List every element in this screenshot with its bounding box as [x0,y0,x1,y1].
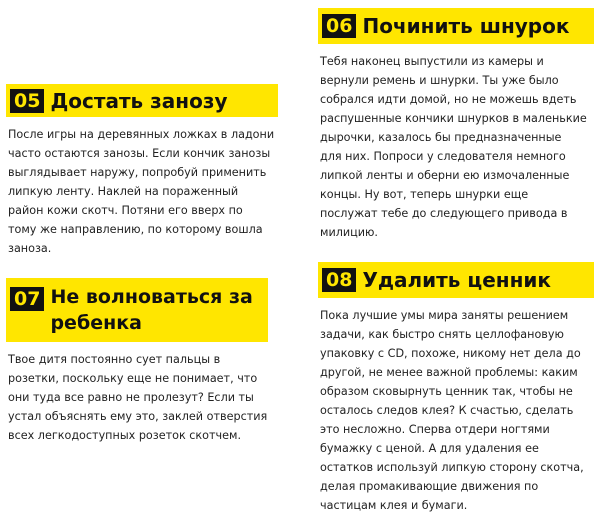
tip-05-number: 05 [10,89,44,113]
tip-07-title-line1: Не волноваться за [50,286,253,308]
tip-07-title [50,284,252,336]
tip-07-header [6,278,268,342]
tip-05-title: Достать занозу [50,88,228,113]
tip-07-body: Твое дитя постоянно сует пальцы в розетки, поскольку еще не понимает, что они туда все равно не пролезут? Если ты устал объяснять ему это, заклей отверстия всех легкодоступных розеток скотчем. [8,353,268,442]
tip-06-number: 06 [322,14,356,38]
tip-08-title: Удалить ценник [362,268,551,292]
tip-07-number: 07 [10,287,44,311]
tip-06 [318,8,594,242]
tip-07-title-line2: ребенка [50,312,142,334]
tip-06-header [318,8,594,44]
tip-05-header [6,84,278,117]
tip-06-body: Тебя наконец выпустили из камеры и вернули ремень и шнурки. Ты уже было собрался идти домой, но не можешь вдеть распушенные кончики шнурков в маленькие дырочки, казалось бы предназначенные для них. Попроси у следователя немного липкой ленты и оберни ею измочаленные концы. Ну вот, теперь шнурки еще послужат тебе до следующего привода в милицию. [320,55,587,239]
tip-05 [6,84,278,258]
tip-08 [318,262,594,515]
tip-08-body: Пока лучшие умы мира заняты решением задачи, как быстро снять целлофановую упаковку с CD, похоже, никому нет дела до другой, не менее важной проблемы: каким образом сковырнуть ценник так, чтобы не осталось следов клея? К счастью, сделать это несложно. Сперва отдери ногтями бумажку с ценой. А для удаления ее остатков используй липкую сторону скотча, делая промакивающие движения по частицам клея и бумаги. [320,309,584,512]
tip-08-number: 08 [322,268,356,292]
tip-05-body: После игры на деревянных ложках в ладони часто остаются занозы. Если кончик занозы выглядывает наружу, попробуй применить липкую ленту. Наклей на пораженный район кожи скотч. Потяни его вверх по тому же направлению, по которому вошла заноза. [8,128,275,255]
tip-07 [6,278,268,445]
tip-06-title: Починить шнурок [362,14,570,38]
tip-08-header [318,262,594,298]
